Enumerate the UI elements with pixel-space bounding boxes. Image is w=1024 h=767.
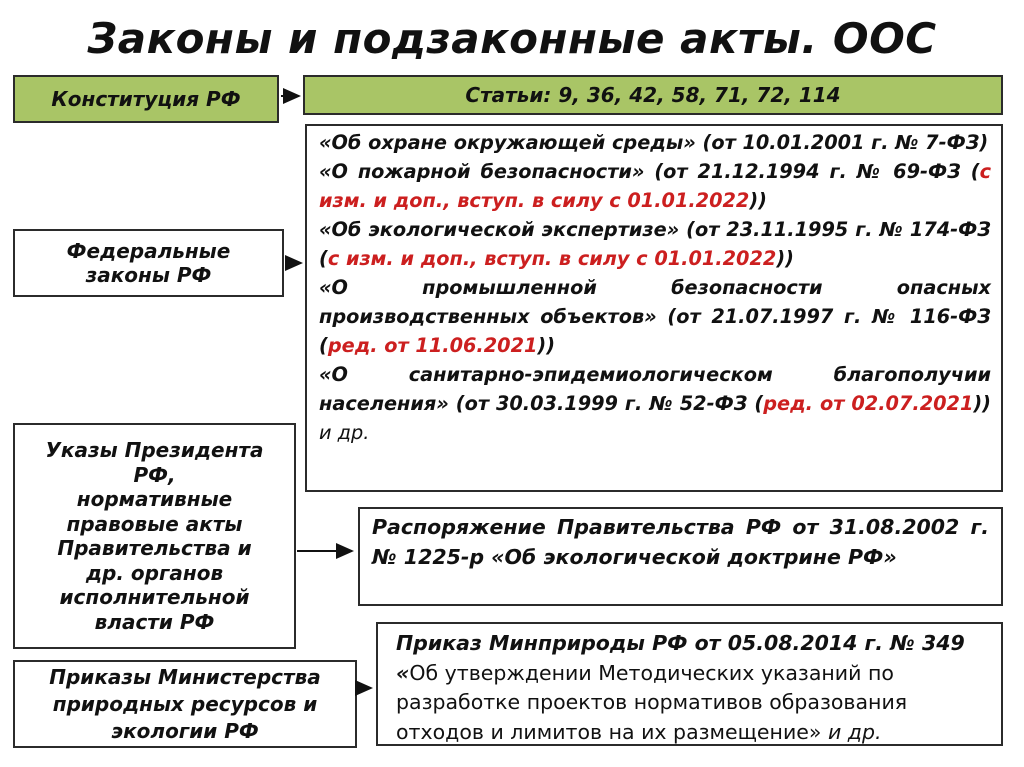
decrees-line: исполнительной bbox=[59, 585, 250, 609]
law-environment-protection: «Об охране окружающей среды» (от 10.01.2001 г. № 7-ФЗ) bbox=[319, 131, 989, 154]
law-ecological-expertise: «Об экологической экспертизе» (от 23.11.1995 г. № 174-ФЗ (с изм. и доп., вступ. в силу с 01.01.2022)) bbox=[319, 218, 991, 270]
federal-laws-label-line2: законы РФ bbox=[85, 263, 212, 287]
ministry-line: Приказы Министерства bbox=[49, 664, 321, 689]
ministry-line: экологии РФ bbox=[111, 718, 259, 743]
ministry-line: природных ресурсов и bbox=[52, 691, 318, 716]
law-industrial-safety: «О промышленной безопасности опасных производственных объектов» (от 21.07.1997 г. № 116-ФЗ (ред. от 11.06.2021)) bbox=[319, 276, 991, 357]
page-title: Законы и подзаконные акты. ООС bbox=[87, 14, 937, 63]
decrees-line: Указы Президента bbox=[45, 438, 264, 462]
law-sanitary-welfare: «О санитарно-эпидемиологическом благополучии населения» (от 30.03.1999 г. № 52-ФЗ (ред. от 02.07.2021)) и др. bbox=[319, 363, 991, 444]
government-order-text: Распоряжение Правительства РФ от 31.08.2002 г. № 1225-р «Об экологической доктрине РФ» bbox=[372, 515, 989, 569]
constitution-articles: Статьи: 9, 36, 42, 58, 71, 72, 114 bbox=[465, 83, 841, 107]
ministry-order-body: Об утверждении Методических указаний по разработке проектов нормативов образования отходов и лимитов на их размещение» bbox=[396, 660, 908, 744]
federal-laws-label-line1: Федеральные bbox=[66, 239, 231, 263]
ministry-order-title: Приказ Минприроды РФ от 05.08.2014 г. № 349 « bbox=[396, 631, 965, 685]
constitution-label: Конституция РФ bbox=[51, 87, 241, 111]
decrees-line: правовые акты bbox=[66, 511, 243, 536]
decrees-line: Правительства и bbox=[57, 536, 252, 560]
decrees-line: нормативные bbox=[76, 487, 233, 511]
decrees-line: др. органов bbox=[85, 560, 224, 585]
decrees-line: РФ, bbox=[133, 462, 176, 487]
law-fire-safety: «О пожарной безопасности» (от 21.12.1994 г. № 69-ФЗ (с изм. и доп., вступ. в силу с 01.01.2022)) bbox=[319, 160, 991, 212]
decrees-line: власти РФ bbox=[94, 609, 215, 634]
ministry-order-tail: и др. bbox=[821, 719, 882, 744]
